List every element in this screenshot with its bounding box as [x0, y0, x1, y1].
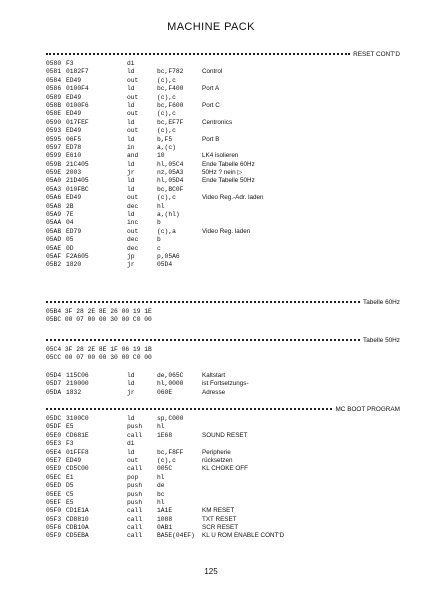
code-line — [46, 110, 400, 118]
code-line — [46, 245, 400, 253]
code-line — [46, 432, 400, 440]
opcode-hex: ED78 — [66, 143, 82, 151]
opcode-hex: 210000 — [66, 380, 89, 388]
mnemonic: out — [127, 227, 139, 235]
code-line — [46, 136, 400, 144]
operand: bc,F600 — [157, 101, 184, 109]
comment: Ende Tabelle 50Hz — [202, 177, 255, 185]
address: 0589 — [46, 93, 62, 101]
opcode-hex: 2003 — [66, 169, 82, 177]
code-line — [46, 465, 400, 473]
address: 05F6 — [46, 524, 62, 532]
address: 05AE — [46, 244, 62, 252]
mnemonic: ld — [127, 118, 135, 126]
mnemonic: call — [127, 465, 143, 473]
opcode-hex: CD681E — [66, 431, 89, 439]
data-row: 05C4 3F 28 2E 8E 1F 06 19 1B — [46, 346, 152, 353]
mnemonic: call — [127, 532, 143, 540]
comment: Centronics — [202, 118, 233, 126]
mnemonic: di — [127, 440, 135, 448]
operand: BA5E(04EF) — [157, 532, 195, 540]
address: 05A3 — [46, 185, 62, 193]
code-line — [46, 219, 400, 227]
operand: de,065C — [157, 372, 184, 379]
section-label: Tabelle 60Hz — [363, 298, 400, 306]
operand: hl,05C4 — [157, 160, 184, 168]
mnemonic: push — [127, 423, 143, 431]
opcode-hex: F3 — [66, 60, 74, 67]
comment: KM RESET — [202, 507, 235, 515]
code-line — [46, 186, 400, 194]
opcode-hex: E610 — [66, 152, 82, 160]
mnemonic: ld — [127, 85, 135, 93]
dotted-rule — [46, 339, 360, 341]
address: 058E — [46, 110, 62, 118]
opcode-hex: CD8810 — [66, 515, 89, 523]
opcode-hex: CD5EBA — [66, 532, 89, 540]
opcode-hex: 0100F6 — [66, 101, 89, 109]
code-line — [46, 415, 400, 423]
address: 0593 — [46, 127, 62, 135]
mnemonic: ld — [127, 415, 135, 422]
page-number: 125 — [204, 567, 218, 576]
mnemonic: push — [127, 490, 143, 498]
comment: Adresse — [202, 388, 226, 396]
opcode-hex: 21C405 — [66, 160, 89, 168]
mnemonic: ld — [127, 211, 135, 219]
code-line — [46, 389, 400, 397]
address: 059B — [46, 160, 62, 168]
opcode-hex: 04 — [66, 219, 74, 227]
address: 05A6 — [46, 194, 62, 202]
opcode-hex: 21D405 — [66, 177, 89, 185]
mnemonic: out — [127, 93, 139, 101]
mnemonic: out — [127, 110, 139, 118]
operand: 005C — [157, 465, 173, 473]
comment: KL U ROM ENABLE CONT'D — [202, 532, 285, 540]
mnemonic: call — [127, 524, 143, 532]
mnemonic: ld — [127, 177, 135, 185]
code-line — [46, 524, 400, 532]
opcode-hex: CD1E1A — [66, 507, 89, 515]
address: 05E7 — [46, 456, 62, 464]
opcode-hex: 115C06 — [66, 372, 89, 379]
data-row: 05CC 00 07 00 00 30 00 C0 00 — [46, 354, 152, 362]
code-line — [46, 499, 400, 507]
data-row: 05BC 00 07 00 00 30 00 C0 00 — [46, 316, 152, 324]
address: 05ED — [46, 482, 62, 490]
address: 05EE — [46, 490, 62, 498]
comment: Video Reg.-Adr. laden — [202, 194, 264, 202]
mnemonic: dec — [127, 202, 139, 210]
comment: SCR RESET — [202, 524, 239, 532]
code-line — [46, 228, 400, 236]
dotted-rule — [46, 53, 350, 55]
opcode-hex: ED49 — [66, 456, 82, 464]
section-label: Tabelle 50Hz — [363, 336, 400, 344]
address: 05AF — [46, 252, 62, 260]
code-line — [46, 177, 400, 185]
address: 05EF — [46, 498, 62, 506]
code-line — [46, 491, 400, 499]
mnemonic: ld — [127, 101, 135, 109]
operand: b,F5 — [157, 135, 173, 143]
mnemonic: inc — [127, 219, 139, 227]
code-line — [46, 60, 400, 68]
page-title: MACHINE PACK — [167, 21, 255, 33]
opcode-hex: E1 — [66, 473, 74, 481]
operand: 1088 — [157, 515, 173, 523]
address: 0590 — [46, 118, 62, 126]
code-line — [46, 119, 400, 127]
comment: 50Hz ? nein ▷ — [202, 169, 243, 177]
code-line — [46, 449, 400, 457]
opcode-hex: 017FEF — [66, 118, 89, 126]
mnemonic: jr — [127, 388, 135, 396]
operand: (c),c — [157, 93, 176, 101]
code-line — [46, 457, 400, 465]
operand: (c),c — [157, 127, 176, 135]
operand: a,(hl) — [157, 211, 180, 219]
address: 05A8 — [46, 202, 62, 210]
mnemonic: ld — [127, 185, 135, 193]
opcode-hex: 1832 — [66, 388, 82, 396]
section-header-table-60hz — [46, 297, 400, 307]
address: 05DA — [46, 388, 62, 396]
mnemonic: call — [127, 515, 143, 523]
code-line — [46, 203, 400, 211]
code-line — [46, 516, 400, 524]
section-header-reset — [46, 49, 400, 59]
data-block-60hz — [46, 308, 400, 325]
mnemonic: and — [127, 152, 139, 160]
mnemonic: call — [127, 431, 143, 439]
mnemonic: out — [127, 76, 139, 84]
address: 0599 — [46, 152, 62, 160]
address: 0586 — [46, 85, 62, 93]
address: 05F9 — [46, 532, 62, 540]
address: 05E0 — [46, 431, 62, 439]
mnemonic: push — [127, 482, 143, 490]
address: 05F3 — [46, 515, 62, 523]
address: 05E9 — [46, 465, 62, 473]
mnemonic: jr — [127, 169, 135, 177]
operand: bc,F400 — [157, 85, 184, 93]
opcode-hex: C5 — [66, 490, 74, 498]
address: 0595 — [46, 135, 62, 143]
comment: Kaltstart — [202, 372, 226, 379]
operand: (c),c — [157, 76, 176, 84]
opcode-hex: D5 — [66, 482, 74, 490]
operand: a,(c) — [157, 143, 176, 151]
address: 05D7 — [46, 380, 62, 388]
code-line — [46, 94, 400, 102]
comment: TXT RESET — [202, 515, 237, 523]
operand: hl — [157, 473, 165, 481]
opcode-hex: ED49 — [66, 93, 82, 101]
opcode-hex: ED49 — [66, 110, 82, 118]
code-line — [46, 152, 400, 160]
comment: Control — [202, 68, 223, 76]
code-line — [46, 253, 400, 261]
mnemonic: pop — [127, 473, 139, 481]
operand: hl,0000 — [157, 380, 184, 388]
mnemonic: push — [127, 498, 143, 506]
opcode-hex: 06F5 — [66, 135, 82, 143]
opcode-hex: ED49 — [66, 127, 82, 135]
address: 0597 — [46, 143, 62, 151]
code-line — [46, 211, 400, 219]
address: 0580 — [46, 60, 62, 67]
mnemonic: jr — [127, 261, 135, 269]
operand: p,05A6 — [157, 252, 180, 260]
operand: 1A1E — [157, 507, 173, 515]
operand: 0AB1 — [157, 524, 173, 532]
mnemonic: ld — [127, 372, 135, 379]
opcode-hex: 1820 — [66, 261, 82, 269]
code-line — [46, 144, 400, 152]
operand: (c),c — [157, 456, 176, 464]
operand: de — [157, 482, 165, 490]
comment: SOUND RESET — [202, 431, 248, 439]
operand: hl — [157, 498, 165, 506]
address: 05AA — [46, 219, 62, 227]
opcode-hex: 7E — [66, 211, 74, 219]
operand: 060E — [157, 388, 173, 396]
comment: Port B — [202, 135, 220, 143]
mnemonic: ld — [127, 135, 135, 143]
operand: bc,F782 — [157, 68, 184, 76]
opcode-hex: E5 — [66, 423, 74, 431]
comment: LK4 isolieren — [202, 152, 239, 160]
mnemonic: in — [127, 143, 135, 151]
operand: (c),a — [157, 227, 176, 235]
code-line — [46, 380, 400, 388]
comment: ist Fortsetzungs- — [202, 380, 249, 388]
code-line — [46, 423, 400, 431]
opcode-hex: 05 — [66, 236, 74, 244]
address: 059E — [46, 169, 62, 177]
operand: bc,EF7F — [157, 118, 184, 126]
operand: hl,05D4 — [157, 177, 184, 185]
opcode-hex: 2B — [66, 202, 74, 210]
address: 05B2 — [46, 261, 62, 269]
address: 0584 — [46, 76, 62, 84]
operand: b — [157, 219, 161, 227]
address: 0581 — [46, 68, 62, 76]
opcode-hex: 0100F4 — [66, 85, 89, 93]
section-header-table-50hz — [46, 335, 400, 345]
operand: bc,F8FF — [157, 448, 184, 456]
mnemonic: out — [127, 127, 139, 135]
operand: (c),c — [157, 110, 176, 118]
operand: 1E68 — [157, 431, 173, 439]
code-line — [46, 507, 400, 515]
code-line — [46, 532, 400, 540]
code-block-boot — [46, 415, 400, 541]
code-line — [46, 482, 400, 490]
code-line — [46, 440, 400, 448]
mnemonic: out — [127, 194, 139, 202]
section-label: RESET CONT'D — [353, 50, 400, 58]
mnemonic: call — [127, 507, 143, 515]
comment: Port A — [202, 85, 220, 93]
comment: Ende Tabelle 60Hz — [202, 160, 255, 168]
dotted-rule — [46, 301, 360, 303]
address: 05EC — [46, 473, 62, 481]
address: 05E4 — [46, 448, 62, 456]
operand: 10 — [157, 152, 165, 160]
mnemonic: dec — [127, 236, 139, 244]
opcode-hex: 010FBC — [66, 185, 89, 193]
mnemonic: ld — [127, 68, 135, 76]
opcode-hex: F3 — [66, 440, 74, 448]
code-line — [46, 68, 400, 76]
mnemonic: ld — [127, 160, 135, 168]
code-line — [46, 169, 400, 177]
address: 05DC — [46, 415, 62, 422]
operand: b — [157, 236, 161, 244]
address: 05A9 — [46, 211, 62, 219]
code-line — [46, 127, 400, 135]
opcode-hex: F2A605 — [66, 252, 89, 260]
code-line — [46, 261, 400, 269]
mnemonic: ld — [127, 448, 135, 456]
code-line — [46, 474, 400, 482]
operand: hl — [157, 202, 165, 210]
mnemonic: di — [127, 60, 135, 67]
address: 05A0 — [46, 177, 62, 185]
section-header-boot — [46, 404, 400, 414]
comment: Video Reg. laden — [202, 227, 251, 235]
opcode-hex: E5 — [66, 498, 74, 506]
code-line — [46, 161, 400, 169]
opcode-hex: CD5C00 — [66, 465, 89, 473]
code-line — [46, 194, 400, 202]
address: 058B — [46, 101, 62, 109]
opcode-hex: 0182F7 — [66, 68, 89, 76]
address: 05AB — [46, 227, 62, 235]
code-line — [46, 85, 400, 93]
opcode-hex: CDB10A — [66, 524, 89, 532]
code-line — [46, 372, 400, 380]
comment: Peripherie — [202, 448, 231, 456]
code-block-reset — [46, 60, 400, 270]
opcode-hex: ED79 — [66, 227, 82, 235]
mnemonic: jp — [127, 252, 135, 260]
code-line — [46, 102, 400, 110]
address: 05D4 — [46, 372, 62, 379]
address: 05AD — [46, 236, 62, 244]
comment: Port C — [202, 101, 220, 109]
operand: (c),c — [157, 194, 176, 202]
code-line — [46, 77, 400, 85]
opcode-hex: ED49 — [66, 194, 82, 202]
operand: bc,BC0F — [157, 185, 184, 193]
data-block-50hz — [46, 346, 400, 363]
comment: rücksetzen — [202, 456, 233, 464]
operand: nz,05A3 — [157, 169, 184, 177]
opcode-hex: ED49 — [66, 76, 82, 84]
operand: c — [157, 244, 161, 252]
code-line — [46, 236, 400, 244]
mnemonic: dec — [127, 244, 139, 252]
dotted-rule — [46, 408, 332, 410]
code-block-coldstart — [46, 372, 400, 397]
operand: sp,C000 — [157, 415, 184, 422]
address: 05E3 — [46, 440, 62, 448]
opcode-hex: 3100C0 — [66, 415, 89, 422]
section-label: MC BOOT PROGRAM — [335, 405, 400, 413]
address: 05DF — [46, 423, 62, 431]
operand: 05D4 — [157, 261, 173, 269]
opcode-hex: 0D — [66, 244, 74, 252]
operand: bc — [157, 490, 165, 498]
data-row: 05B4 3F 28 2E 8E 26 00 19 1E — [46, 308, 152, 315]
opcode-hex: 01FFF8 — [66, 448, 89, 456]
address: 05F0 — [46, 507, 62, 515]
mnemonic: ld — [127, 380, 135, 388]
comment: KL CHOKE OFF — [202, 465, 248, 473]
operand: hl — [157, 423, 165, 431]
mnemonic: out — [127, 456, 139, 464]
